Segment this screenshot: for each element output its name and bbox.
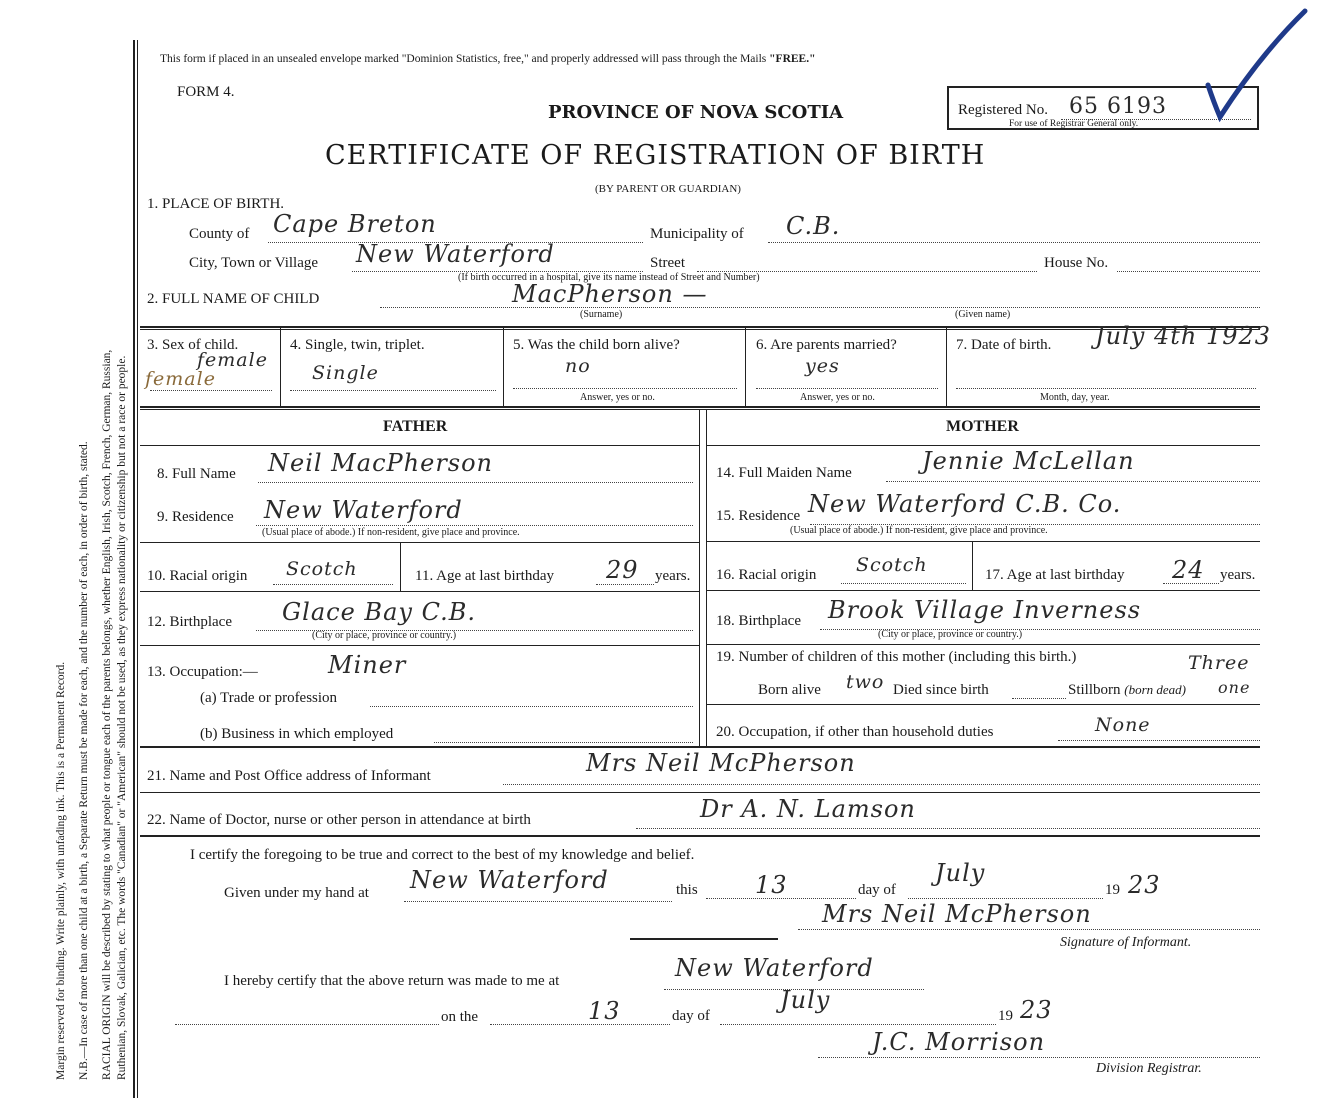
child-surname-value: MacPherson — [512,280,708,308]
row3-top-rule-inner [140,329,1260,330]
mother-heading-rule [706,445,1260,446]
plurality-label: 4. Single, twin, triplet. [290,337,425,353]
father-business-line [434,742,693,743]
mother-occupation-line [1058,740,1260,741]
father-occupation-label: 13. Occupation:— [147,664,258,680]
sex-label: 3. Sex of child. [147,337,239,353]
mother-age-unit: years. [1220,567,1256,583]
province-heading: PROVINCE OF NOVA SCOTIA [548,102,844,123]
mother-residence-label: 15. Residence [716,508,801,524]
row3-top-rule [140,326,1260,328]
margin-line-3: RACIAL ORIGIN will be described by stating to what people or tongue each of the parents belongs, whether English, Irish, Scotch, French, German, Russian, [101,349,113,1080]
parents-divider [699,410,700,747]
sex-line [150,390,272,391]
father-occupation-value: Miner [328,651,407,679]
child-name-label: 2. FULL NAME OF CHILD [147,291,320,307]
married-line [756,388,938,389]
married-label: 6. Are parents married? [756,337,897,353]
stillborn-value: one [1218,678,1251,697]
father-age-unit: years. [655,568,691,584]
given-place-line [404,901,672,902]
mother-birthplace-note: (City or place, province or country.) [878,629,1023,640]
mother-racial-rule [706,590,1260,591]
informant-rule [140,792,1260,793]
father-trade-label: (a) Trade or profession [200,690,338,706]
given-year-prefix: 19 [1105,882,1120,898]
mother-racial-value: Scotch [856,554,928,576]
registered-note: For use of Registrar General only. [1009,119,1139,129]
registered-value: 65 6193 [1069,94,1167,119]
informant-signature: Mrs Neil McPherson [822,900,1092,928]
doctor-value: Dr A. N. Lamson [700,795,916,823]
mother-name-value: Jennie McLellan [922,447,1135,475]
checkmark-icon [1200,5,1310,125]
given-under-hand-label: Given under my hand at [224,885,369,901]
parents-divider-inner [706,410,707,747]
father-residence-line [256,525,693,526]
county-value: Cape Breton [273,210,437,238]
father-racial-value: Scotch [286,558,358,580]
dob-value: July 4th 1923 [1095,322,1272,350]
informant-value: Mrs Neil McPherson [586,749,856,777]
father-residence-label: 9. Residence [157,509,234,525]
married-caption: Answer, yes or no. [800,392,875,403]
binding-rule-inner [137,40,138,1098]
mother-name-label: 14. Full Maiden Name [716,465,852,481]
row3-divider-3 [745,328,746,406]
municipality-value: C.B. [786,212,841,240]
plurality-value: Single [312,362,379,384]
city-value: New Waterford [356,240,555,268]
surname-caption: (Surname) [580,309,623,320]
father-name-value: Neil MacPherson [268,449,494,477]
mother-birthplace-rule [706,644,1260,645]
father-racial-rule [140,591,699,592]
born-alive-count-value: two [846,671,885,693]
father-age-label: 11. Age at last birthday [415,568,554,584]
doctor-line [636,828,1260,829]
registrar-month-line [720,1024,996,1025]
separator-rule [630,938,778,940]
married-value: yes [805,355,840,377]
mother-age-label: 17. Age at last birthday [985,567,1125,583]
registrar-caption: Division Registrar. [1096,1061,1202,1076]
father-racial-line [273,584,393,585]
given-name-caption: (Given name) [955,309,1011,320]
margin-line-4: Ruthenian, Slovak, Galician, etc. The words "Canadian" or "American" should not be used, as they express nationality or citizenship but not a race or people. [116,355,128,1080]
registrar-signature: J.C. Morrison [872,1028,1046,1056]
page-title: CERTIFICATE OF REGISTRATION OF BIRTH [325,140,986,171]
father-racial-divider [400,543,401,591]
binding-rule [133,40,135,1098]
father-business-label: (b) Business in which employed [200,726,394,742]
given-month-line [908,898,1103,899]
municipality-line [768,242,1260,243]
mother-residence-rule [706,541,1260,542]
informant-label: 21. Name and Post Office address of Informant [147,768,431,784]
mother-children-rule [706,704,1260,705]
parents-top-rule-inner [140,409,1260,410]
born-alive-label: 5. Was the child born alive? [513,337,680,353]
mother-residence-value: New Waterford C.B. Co. [808,490,1122,518]
plurality-line [290,390,496,391]
died-since-birth-line [1012,698,1066,699]
mother-racial-divider [972,542,973,590]
registrar-signature-line [818,1057,1260,1058]
father-birthplace-rule [140,645,699,646]
dob-line [956,388,1256,389]
registrar-statement: I hereby certify that the above return was made to me at [224,973,560,989]
mother-birthplace-label: 18. Birthplace [716,613,801,629]
hospital-note: (If birth occurred in a hospital, give its name instead of Street and Number) [458,272,760,283]
father-residence-rule [140,542,699,543]
mother-children-label: 19. Number of children of this mother (including this birth.) [716,649,1077,665]
certify-statement: I certify the foregoing to be true and correct to the best of my knowledge and belief. [190,847,695,863]
registrar-day-of-label: day of [672,1008,710,1024]
sex-value: female [197,349,268,371]
doctor-rule [140,835,1260,837]
registrar-place-value: New Waterford [675,954,874,982]
registrar-year-prefix: 19 [998,1008,1013,1024]
mother-occupation-value: None [1095,714,1151,736]
registrar-month-value: July [780,986,831,1014]
given-place-value: New Waterford [410,866,609,894]
this-label: this [676,882,698,898]
given-month-value: July [935,859,986,887]
house-number-line [1117,271,1260,272]
given-day-of-label: day of [858,882,896,898]
registered-label: Registered No. [958,102,1048,118]
doctor-label: 22. Name of Doctor, nurse or other person in attendance at birth [147,812,531,828]
father-residence-note: (Usual place of abode.) If non-resident, give place and province. [262,527,520,538]
given-day-value: 13 [755,871,788,899]
row3-divider-1 [280,328,281,406]
sex-value-annotation: female [145,368,216,390]
city-label: City, Town or Village [189,255,319,271]
father-birthplace-note: (City or place, province or country.) [312,630,457,641]
father-age-value: 29 [606,556,639,584]
page-subtitle: (BY PARENT OR GUARDIAN) [595,183,741,195]
place-of-birth-label: 1. PLACE OF BIRTH. [147,196,285,212]
father-heading: FATHER [383,418,448,435]
postage-notice: This form if placed in an unsealed envelope marked "Dominion Statistics, free," and properly addressed will pass through the Mails "FREE." [160,53,816,65]
born-alive-count-label: Born alive [758,682,821,698]
on-the-label: on the [441,1009,479,1025]
father-trade-line [370,706,693,707]
county-label: County of [189,226,250,242]
father-name-label: 8. Full Name [157,466,236,482]
born-alive-caption: Answer, yes or no. [580,392,655,403]
father-residence-value: New Waterford [264,496,463,524]
registrar-day-line [490,1024,670,1025]
house-number-label: House No. [1044,255,1109,271]
row3-divider-4 [946,328,947,406]
registrar-day-value: 13 [588,997,621,1025]
father-racial-label: 10. Racial origin [147,568,248,584]
mother-racial-label: 16. Racial origin [716,567,817,583]
mother-birthplace-value: Brook Village Inverness [828,596,1142,624]
municipality-label: Municipality of [650,226,744,242]
margin-line-2: N.B.—In case of more than one child at a birth, a Separate Return must be made for each, and the number of each, in order of birth, stated. [78,441,90,1080]
registrar-lead-line [175,1024,439,1025]
stillborn-label: Stillborn (born dead) [1068,682,1187,698]
mother-occupation-label: 20. Occupation, if other than household duties [716,724,994,740]
informant-signature-line [798,929,1260,930]
parents-top-rule [140,406,1260,408]
form-number: FORM 4. [177,84,235,100]
born-alive-line [513,388,737,389]
row3-divider-2 [503,328,504,406]
given-year-value: 23 [1128,871,1161,899]
dob-caption: Month, day, year. [1040,392,1110,403]
father-age-line [596,584,654,585]
mother-age-value: 24 [1172,556,1205,584]
mother-heading: MOTHER [946,418,1019,435]
street-label: Street [650,255,685,271]
informant-signature-caption: Signature of Informant. [1060,935,1192,950]
mother-name-line [886,481,1260,482]
margin-line-1: Margin reserved for binding. Write plainly, with unfading ink. This is a Permanent Record. [55,661,67,1080]
informant-line [503,784,1260,785]
born-alive-value: no [565,355,591,377]
father-heading-rule [140,445,699,446]
mother-residence-note: (Usual place of abode.) If non-resident, give place and province. [790,525,1048,536]
father-name-line [258,482,693,483]
mother-children-value: Three [1188,652,1250,674]
mother-racial-line [841,583,966,584]
registrar-year-value: 23 [1020,996,1053,1024]
father-birthplace-label: 12. Birthplace [147,614,232,630]
dob-label: 7. Date of birth. [956,337,1052,353]
informant-top-rule [140,746,1260,748]
died-since-birth-label: Died since birth [893,682,989,698]
father-birthplace-value: Glace Bay C.B. [282,598,476,626]
